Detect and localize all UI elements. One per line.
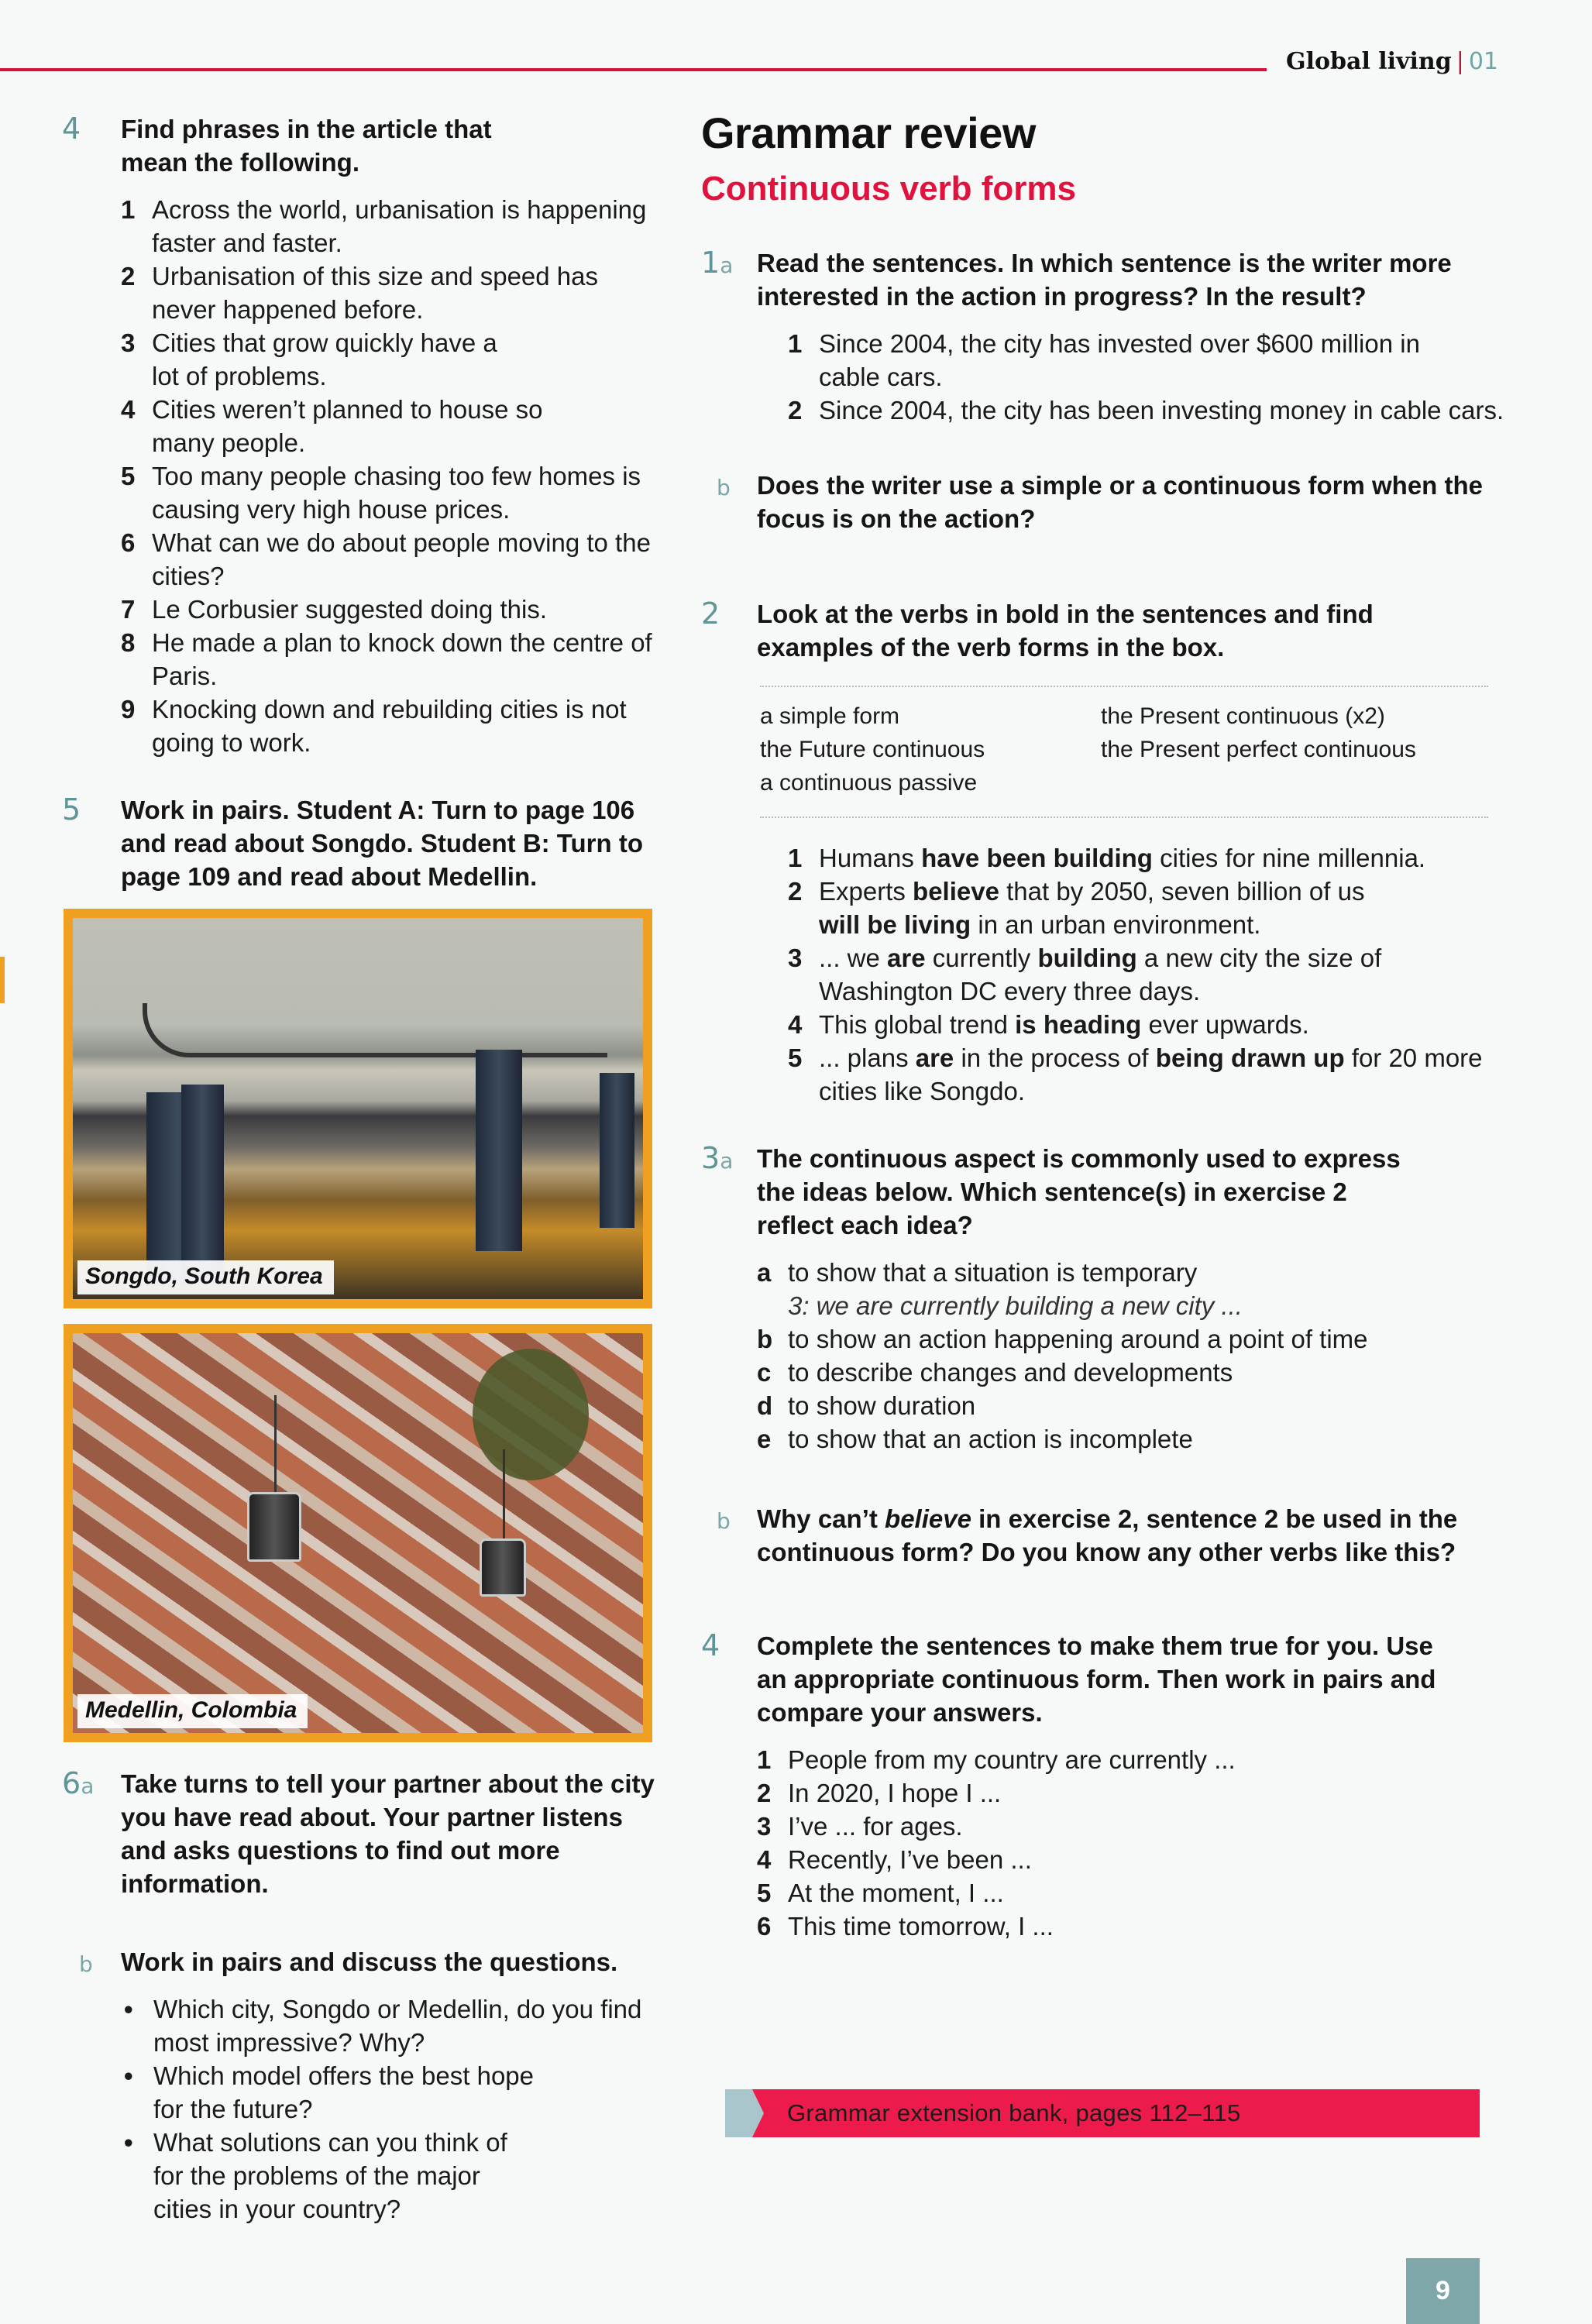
exercise-3b [701, 1502, 1515, 1569]
running-separator: | [1456, 48, 1464, 75]
page-title: Grammar review [701, 108, 1036, 157]
phrase-list [121, 193, 663, 759]
cable-car-shape [247, 1492, 301, 1562]
list-item: e to show that an action is incomplete [757, 1425, 1193, 1453]
exercise-rubric: Look at the verbs in bold in the sentences and find examples of the verb forms in the box. [757, 600, 1374, 662]
discussion-list [121, 1992, 648, 2226]
list-item: 1 Since 2004, the city has invested over $600 million in cable cars. [788, 329, 1420, 391]
exercise-1b [701, 469, 1515, 535]
photo-caption: Songdo, South Korea [77, 1260, 334, 1294]
list-item: 5 ... plans are in the process of being drawn up for 20 more cities like Songdo. [788, 1043, 1483, 1105]
left-column [62, 112, 666, 2226]
exercise-rubric: Work in pairs. Student A: Turn to page 106 and read about Songdo. Student B: Turn to page 109 and read about Medellin. [121, 796, 643, 891]
idea-list [757, 1256, 1454, 1456]
list-item: 4 Cities weren’t planned to house so many people. [121, 395, 543, 457]
edge-tab [0, 957, 5, 1003]
exercise-6a [62, 1767, 666, 1900]
list-item: 4 This global trend is heading ever upwards. [788, 1010, 1309, 1039]
cable-shape [503, 1449, 505, 1542]
list-item: 3 I’ve ... for ages. [757, 1812, 963, 1841]
exercise-5 [62, 793, 666, 893]
exercise-number: 6a [62, 1766, 95, 1800]
box-item: the Present perfect continuous [1101, 737, 1416, 762]
list-item: 3 Cities that grow quickly have a lot of problems. [121, 328, 497, 390]
list-item: • Which city, Songdo or Medellin, do you find most impressive? Why? [121, 1992, 648, 2059]
sentence-list [788, 327, 1516, 427]
bold-verb-sentences [788, 841, 1485, 1108]
list-item: a to show that a situation is temporary [757, 1258, 1198, 1287]
exercise-letter: b [717, 1508, 731, 1534]
exercise-number: 3a [701, 1141, 734, 1175]
exercise-number: 4 [701, 1628, 720, 1662]
list-item: 3 ... we are currently building a new city the size of Washington DC every three days. [788, 944, 1382, 1006]
exercise-6b [62, 1945, 666, 2226]
right-column [701, 108, 1515, 1943]
city-skyline-photo-icon [73, 918, 643, 1299]
exercise-letter: b [79, 1951, 93, 1977]
photo-caption: Medellin, Colombia [77, 1694, 308, 1728]
list-item: 8 He made a plan to knock down the centre of Paris. [121, 628, 652, 690]
grammar-extension-bank-link[interactable] [731, 2089, 1480, 2137]
verb-form-box [760, 686, 1488, 818]
list-item: 7 Le Corbusier suggested doing this. [121, 595, 547, 624]
list-item: • Which model offers the best hope for the future? [121, 2059, 570, 2126]
exercise-number: 1a [701, 246, 734, 280]
box-item: a simple form [760, 703, 900, 729]
medellin-photo-frame [64, 1324, 652, 1742]
list-item: 6 What can we do about people moving to the cities? [121, 528, 651, 590]
list-item: 1 Humans have been building cities for nine millennia. [788, 844, 1426, 872]
songdo-photo-frame [64, 909, 652, 1308]
exercise-rubric: Work in pairs and discuss the questions. [121, 1948, 618, 1976]
running-head [1286, 48, 1498, 75]
exercise-rubric: Read the sentences. In which sentence is the writer more interested in the action in progress? In the result? [757, 249, 1452, 311]
tree-shape [473, 1349, 589, 1480]
cable-shape [274, 1395, 277, 1496]
exercise-rubric: Why can’t believe in exercise 2, sentence 2 be used in the continuous form? Do you know any other verbs like this? [757, 1504, 1458, 1566]
exercise-number: 2 [701, 596, 720, 631]
cable-car-shape [480, 1538, 526, 1597]
exercise-letter: b [717, 475, 731, 500]
extension-bank-label: Grammar extension bank, pages 112–115 [787, 2099, 1241, 2126]
bridge-shape [143, 1003, 607, 1057]
exercise-rubric: Does the writer use a simple or a continuous form when the focus is on the action? [757, 471, 1484, 533]
exercise-rubric: Find phrases in the article that mean the following. [121, 115, 492, 177]
page-number: 9 [1406, 2258, 1480, 2324]
tower-shape [476, 1050, 522, 1251]
exercise-3a [701, 1142, 1515, 1456]
exercise-4-left [62, 112, 666, 759]
completion-list [757, 1743, 1454, 1943]
exercise-number: 4 [62, 112, 81, 146]
list-item: 9 Knocking down and rebuilding cities is not going to work. [121, 695, 627, 757]
exercise-rubric: The continuous aspect is commonly used to express the ideas below. Which sentence(s) in exercise 2 reflect each idea? [757, 1144, 1401, 1239]
tower-shape [181, 1085, 224, 1286]
list-item: 5 At the moment, I ... [757, 1879, 1004, 1907]
cable-car-photo-icon [73, 1333, 643, 1733]
example-answer: 3: we are currently building a new city ... [788, 1291, 1243, 1320]
unit-number: 01 [1468, 48, 1498, 75]
list-item: 1 People from my country are currently ... [757, 1745, 1236, 1774]
arrow-right-icon [725, 2089, 764, 2137]
box-item: the Present continuous (x2) [1101, 703, 1385, 729]
exercise-4-right [701, 1629, 1515, 1943]
box-item: the Future continuous [760, 737, 985, 762]
list-item: 1 Across the world, urbanisation is happening faster and faster. [121, 195, 647, 257]
exercise-number: 5 [62, 792, 81, 827]
list-item: 2 Urbanisation of this size and speed has never happened before. [121, 262, 599, 324]
list-item: 4 Recently, I’ve been ... [757, 1845, 1032, 1874]
list-item: • What solutions can you think of for the problems of the major cities in your country? [121, 2126, 539, 2226]
list-item: c to describe changes and developments [757, 1358, 1233, 1387]
exercise-1a [701, 246, 1515, 427]
tower-shape [600, 1073, 634, 1228]
exercise-2 [701, 597, 1515, 664]
header-rule [0, 68, 1267, 71]
running-title: Global living [1286, 48, 1452, 75]
box-item: a continuous passive [760, 770, 978, 796]
list-item: 6 This time tomorrow, I ... [757, 1912, 1054, 1941]
exercise-rubric: Take turns to tell your partner about the city you have read about. Your partner listens and asks questions to find out more information. [121, 1769, 655, 1898]
list-item: 2 Experts believe that by 2050, seven billion of us will be living in an urban environment. [788, 877, 1365, 939]
list-item: 5 Too many people chasing too few homes is causing very high house prices. [121, 462, 641, 524]
section-subtitle: Continuous verb forms [701, 170, 1077, 208]
exercise-rubric: Complete the sentences to make them true for you. Use an appropriate continuous form. Then work in pairs and compare your answers. [757, 1631, 1436, 1727]
list-item: 2 In 2020, I hope I ... [757, 1779, 1002, 1807]
list-item: d to show duration [757, 1391, 976, 1420]
list-item: b to show an action happening around a point of time [757, 1325, 1368, 1353]
list-item: 2 Since 2004, the city has been investing money in cable cars. [788, 396, 1504, 425]
